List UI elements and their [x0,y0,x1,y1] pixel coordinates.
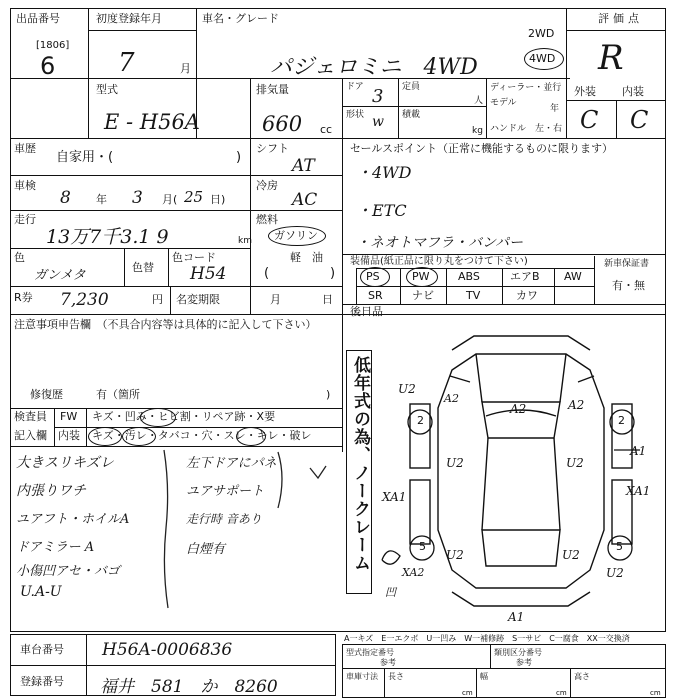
deadline-month: 月 [270,293,281,306]
sales-point-1: ・4WD [356,163,412,182]
capacity-label: 定員 [402,82,421,92]
color-value: ガンメタ [34,268,86,283]
fuel-paren-close: ) [330,266,336,281]
inspection-day: 25 [184,188,204,206]
model-cert-ref: 参考 [380,658,396,667]
name-change-deadline-label: 名変期限 [176,293,220,306]
height-cm: cm [650,689,661,697]
door-value: 3 [372,86,384,107]
inspection-month: 3 [132,188,143,208]
mark-3: A2 [510,402,527,416]
class-number-label: 類別区分番号 [494,648,542,657]
class-number-ref: 参考 [516,658,532,667]
repair-history-value: 有（箇所 [96,388,140,401]
recycle-label: R券 [14,291,33,304]
color-label: 色 [14,251,25,264]
sales-point-3: ・ネオトマフラ・バンパー [356,235,524,251]
tire-mark-rl: 5 [419,540,426,553]
garage-size-label: 車庫寸法 [346,672,378,681]
model-cert-label: 型式指定番号 [346,648,394,657]
displacement-value: 660 [262,112,303,136]
first-registration-label: 初度登録年月 [96,12,162,25]
in-mark-circle-1 [88,427,122,446]
notes-label: 注意事項申告欄 （不具合内容等は具体的に記入して下さい） [14,318,317,331]
damage-legend: A一キズ E一エクボ U一凹み W一補修跡 S一サビ C一腐食 XX一交換済 [344,634,630,643]
remark-left-2: 内張りワチ [16,483,86,499]
shift-label: シフト [256,142,289,155]
in-mark-circle-2 [122,427,156,446]
inspection-month-unit: 月( [162,193,178,206]
model-grade-value: パジェロミニ 4WD [270,55,478,80]
shape-label: 形状 [346,110,365,120]
no-claim-stamp: 低年式の為、ノークレーム [350,356,370,572]
fuel-paren-open: ( [264,266,270,281]
shift-value: AT [292,156,315,176]
color-code-value: H54 [190,264,227,284]
shape-value: w [372,114,384,130]
mark-11: U2 [562,548,580,562]
mark-9: A1 [630,444,647,458]
after-day-items-label: 後日品 [350,305,383,318]
tire-mark-fr: 2 [618,414,625,427]
mark-4: A2 [568,398,585,412]
recycle-value: 7,230 [60,290,109,310]
door-label: ドア [346,82,364,92]
mark-6: U2 [566,456,584,470]
chassis-number: H56A-0006836 [102,640,233,660]
remark-left-6: U.A-U [20,584,62,600]
interior-row-label: 内装 [58,429,80,442]
remark-left-1: 大きスリキズレ [16,455,114,471]
score-label: 評価点 [598,12,643,25]
remark-right-1: 左下ドアにパネ [186,456,277,471]
inspection-year: 8 [60,188,71,208]
registration-number: 福井 581 か 8260 [100,677,278,697]
remark-right-2: ユアサポート [186,484,265,499]
model-year-unit: 年 [550,104,560,114]
width-cm: cm [556,689,567,697]
repair-history-close: ) [326,388,331,401]
displacement-label: 排気量 [256,83,289,96]
deadline-day: 日 [322,293,333,306]
cc-unit: cc [320,123,333,136]
mark-13: U2 [606,566,624,580]
length-cm: cm [462,689,473,697]
inspection-day-unit: 日) [210,193,226,206]
capacity-unit: 人 [474,96,484,106]
mark-12: XA2 [402,566,425,579]
sales-points-label: セールスポイント（正常に機能するものに限ります） [350,142,614,155]
interior-damage-text: キズ・汚レ・タバコ・穴・スレ・キレ・破レ [92,429,312,442]
mark-8: XA1 [626,484,651,498]
height-label: 高さ [574,672,590,681]
mark-10: U2 [446,548,464,562]
mark-7: XA1 [382,490,407,504]
fuel-kerosene: 軽 油 [290,251,323,264]
fw-label: FW [60,410,78,423]
warranty-value: 有・無 [612,279,645,292]
inspector-entry-label: 記入欄 [14,429,47,442]
drive-4wd: 4WD [529,52,556,65]
equip-abs: ABS [458,270,480,283]
corner-note: 凹 [385,586,396,599]
tire-mark-rr: 5 [616,540,623,553]
model-label: 車名・グレード [202,12,279,25]
repair-history-label: 修復歴 [30,388,63,401]
interior-label: 内装 [622,85,644,98]
equip-ps: PS [366,270,380,283]
registration-label: 登録番号 [20,675,64,688]
load-label: 積載 [402,110,421,120]
yen-unit: 円 [152,293,163,306]
year-unit: 年 [96,193,107,206]
equip-leather: カワ [516,289,538,302]
remark-left-4: ドアミラー A [16,540,95,555]
recolor-label: 色替 [132,261,154,274]
drive-2wd: 2WD [528,27,555,40]
sales-point-2: ・ETC [356,201,407,220]
equip-navi: ナビ [412,289,434,302]
equipment-label: 装備品(紙正品に限り丸をつけて下さい) [350,256,528,267]
equip-aw: AW [564,270,582,283]
equip-tv: TV [466,289,481,302]
mileage-value: 13万7千3.1 9 [46,226,169,248]
length-label: 長さ [388,672,404,681]
warranty-label: 新車保証書 [604,259,650,269]
equip-sr: SR [368,289,383,302]
remarks-strokes [160,448,340,618]
usage-value: 自家用・( [56,150,114,165]
mark-5: U2 [446,456,464,470]
inspection-label: 車検 [14,179,36,192]
first-registration-year: 7 [118,48,135,78]
km-unit: km [238,236,252,246]
type-value: E - H56A [104,110,200,134]
equip-pw: PW [412,270,430,283]
equip-airbag: エアB [510,270,540,283]
chassis-label: 車台番号 [20,643,64,656]
interior-grade: C [630,106,649,134]
month-unit: 月 [180,62,191,75]
inspector-label: 検査員 [14,410,47,423]
score-value: R [598,38,624,78]
handle-label: ハンドル 左・右 [490,124,563,134]
mark-14: A1 [508,610,525,624]
mark-1: U2 [398,382,416,396]
color-code-label: 色コード [172,251,216,264]
fw-damage-text: キズ・凹み・ヒビ割・リペア跡・X要 [92,410,276,423]
remark-right-4: 白煙有 [186,542,226,557]
tire-mark-fl: 2 [417,414,424,427]
exterior-label: 外装 [574,85,596,98]
type-label: 型式 [96,83,118,96]
exterior-grade: C [580,106,599,134]
ac-value: AC [292,190,318,210]
dealer-label: ディーラー・並行 [490,83,562,93]
history-label: 車歴 [14,142,36,155]
width-label: 幅 [480,672,488,681]
mark-2: A2 [444,392,459,405]
remark-left-3: ユアフト・ホイルA [16,512,130,527]
in-mark-circle-3 [236,427,266,446]
fuel-label: 燃料 [256,213,278,226]
lot-label: 出品番号 [16,12,60,25]
fuel-gasoline: ガソリン [274,229,318,242]
lot-code: [1806] [36,40,70,51]
fw-mark-circle [140,408,176,427]
remark-left-5: 小傷凹アセ・バゴ [16,564,120,579]
usage-close: ) [236,150,242,165]
ac-label: 冷房 [256,179,278,192]
lot-number: 6 [40,52,56,80]
mileage-label: 走行 [14,213,36,226]
load-unit: kg [472,126,483,136]
remark-right-3: 走行時 音あり [186,512,262,526]
model-year-label: モデル [490,98,517,108]
